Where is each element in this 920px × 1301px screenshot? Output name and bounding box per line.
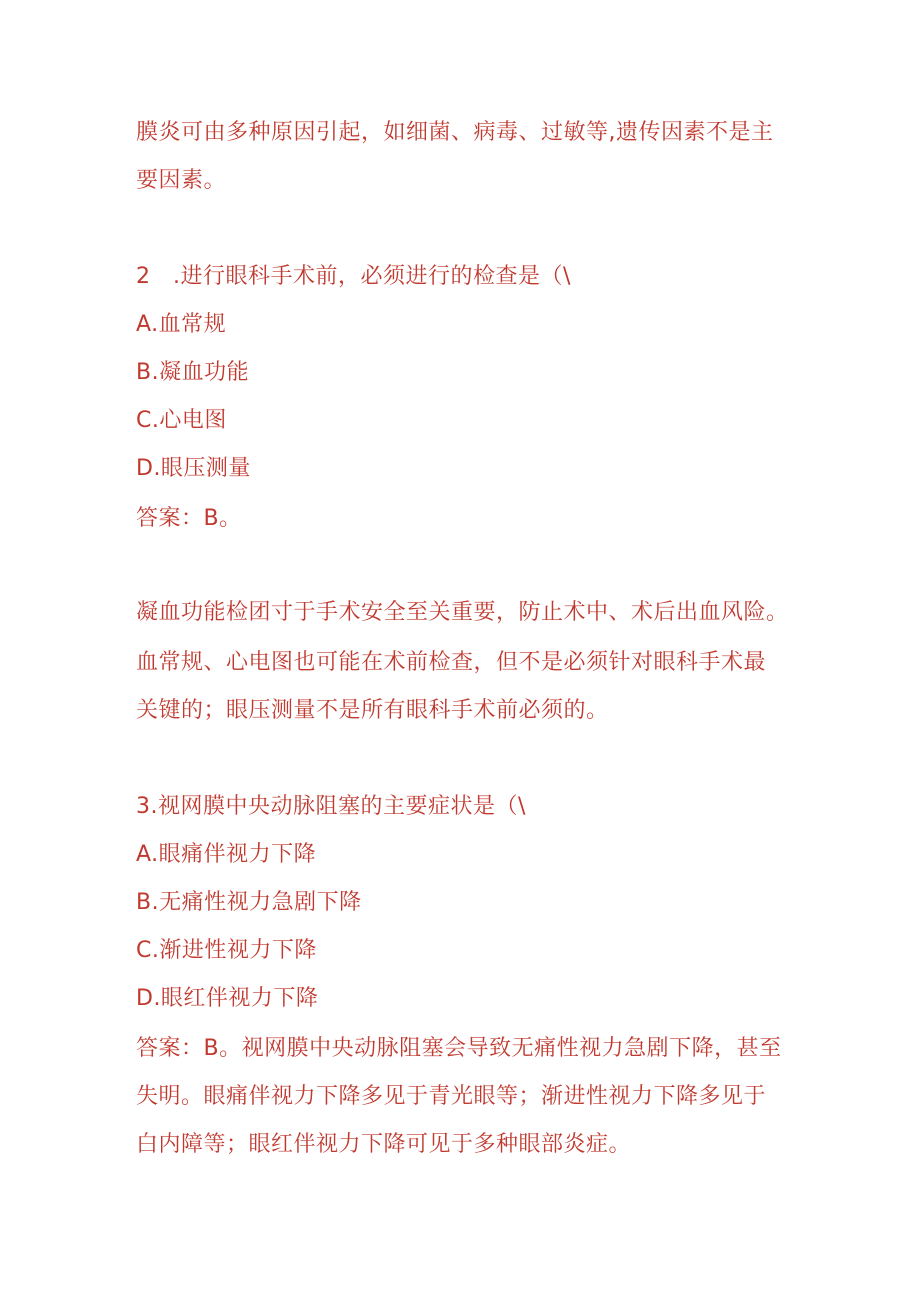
option-a: A.血常规 [136,312,227,337]
option-a: A.眼痛伴视力下降 [136,842,317,867]
answer-explanation-line: 答案：B。视网膜中央动脉阻塞会导致无痛性视力急剧下降，甚至 [136,1036,782,1061]
option-d: D.眼压测量 [136,456,251,481]
question-stem: 2 .进行眼科手术前，必须进行的检查是（\ [136,264,571,289]
answer-explanation-line: 白内障等；眼红伴视力下降可见于多种眼部炎症。 [136,1132,632,1157]
explanation-line: 凝血功能检团寸于手术安全至关重要，防止术中、术后出血风险。 [136,600,789,625]
option-b: B.无痛性视力急剧下降 [136,890,362,915]
explanation-line: 要因素。 [136,168,227,193]
answer-explanation-line: 失明。眼痛伴视力下降多见于青光眼等；渐进性视力下降多见于 [136,1084,767,1109]
answer: 答案：B。 [136,506,242,531]
option-b: B.凝血功能 [136,360,250,385]
option-c: C.渐进性视力下降 [136,938,317,963]
option-c: C.心电图 [136,408,227,433]
option-d: D.眼红伴视力下降 [136,986,319,1011]
explanation-line: 关键的；眼压测量不是所有眼科手术前必须的。 [136,698,609,723]
explanation-line: 血常规、心电图也可能在术前检查，但不是必须针对眼科手术最 [136,650,767,675]
question-stem: 3.视网膜中央动脉阻塞的主要症状是（\ [136,794,526,819]
explanation-line: 膜炎可由多种原因引起，如细菌、病毒、过敏等,遗传因素不是主 [136,120,774,145]
